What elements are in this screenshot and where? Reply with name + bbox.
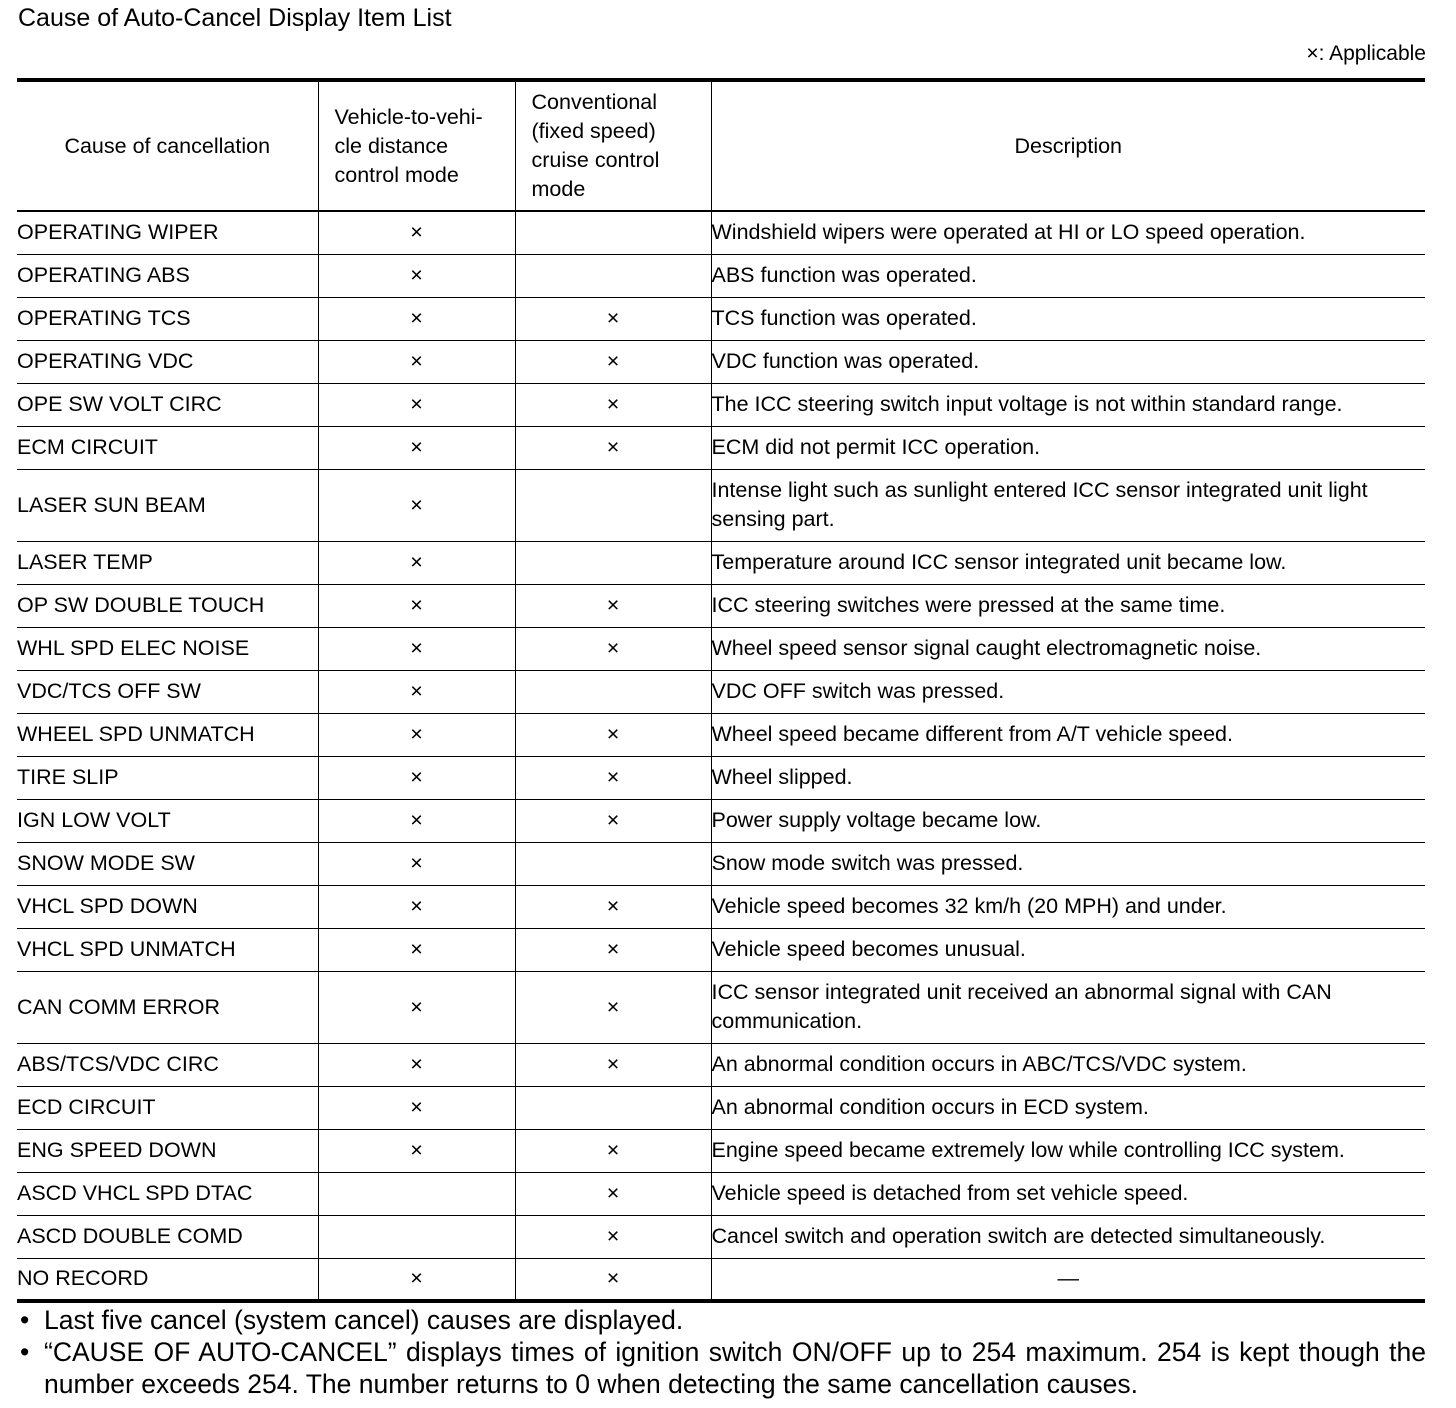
cause-cell: CAN COMM ERROR <box>17 971 318 1043</box>
description-cell: Vehicle speed becomes unusual. <box>711 928 1425 971</box>
table-row <box>17 584 1425 627</box>
table-row <box>17 799 1425 842</box>
header-v2v-mode: Vehicle-to-vehi-cle distance control mode <box>318 80 515 211</box>
cause-cell: LASER SUN BEAM <box>17 469 318 541</box>
description-cell: Vehicle speed becomes 32 km/h (20 MPH) and under. <box>711 885 1425 928</box>
cause-cell: ABS/TCS/VDC CIRC <box>17 1043 318 1086</box>
conventional-mark-cell: × <box>515 971 711 1043</box>
description-cell: Cancel switch and operation switch are detected simultaneously. <box>711 1215 1425 1258</box>
description-cell: VDC function was operated. <box>711 340 1425 383</box>
note-text: “CAUSE OF AUTO-CANCEL” displays times of ignition switch ON/OFF up to 254 maximum. 254 is kept though the number exceeds 254. The number returns to 0 when detecting the same cancellation causes. <box>44 1337 1426 1399</box>
conventional-mark-cell: × <box>515 1172 711 1215</box>
bullet: • <box>20 1337 30 1367</box>
cause-cell: WHL SPD ELEC NOISE <box>17 627 318 670</box>
v2v-mark-cell: × <box>318 713 515 756</box>
conventional-mark-cell: × <box>515 426 711 469</box>
table-row <box>17 842 1425 885</box>
table-row <box>17 971 1425 1043</box>
bullet: • <box>20 1305 30 1335</box>
cause-cell: ENG SPEED DOWN <box>17 1129 318 1172</box>
v2v-mark-cell: × <box>318 842 515 885</box>
v2v-mark-cell: × <box>318 426 515 469</box>
legend: ×: Applicable <box>1306 42 1426 65</box>
table-row <box>17 670 1425 713</box>
cause-cell: VDC/TCS OFF SW <box>17 670 318 713</box>
conventional-mark-cell: × <box>515 1215 711 1258</box>
table-row <box>17 1258 1425 1301</box>
note-text: Last five cancel (system cancel) causes are displayed. <box>44 1305 684 1335</box>
table-row <box>17 1086 1425 1129</box>
conventional-mark-cell <box>515 254 711 297</box>
cause-cell: LASER TEMP <box>17 541 318 584</box>
conventional-mark-cell <box>515 469 711 541</box>
description-cell: Snow mode switch was pressed. <box>711 842 1425 885</box>
description-cell: An abnormal condition occurs in ABC/TCS/VDC system. <box>711 1043 1425 1086</box>
header-cause: Cause of cancellation <box>17 80 318 211</box>
cause-cell: IGN LOW VOLT <box>17 799 318 842</box>
cause-cell: ECD CIRCUIT <box>17 1086 318 1129</box>
table-row <box>17 254 1425 297</box>
conventional-mark-cell: × <box>515 1129 711 1172</box>
note-item <box>20 1304 1426 1336</box>
v2v-mark-cell: × <box>318 211 515 254</box>
conventional-mark-cell: × <box>515 756 711 799</box>
description-cell: Vehicle speed is detached from set vehicle speed. <box>711 1172 1425 1215</box>
cause-cell: OPERATING WIPER <box>17 211 318 254</box>
cause-cell: OPERATING ABS <box>17 254 318 297</box>
conventional-mark-cell: × <box>515 584 711 627</box>
note-item <box>20 1336 1426 1400</box>
conventional-mark-cell: × <box>515 297 711 340</box>
cause-cell: VHCL SPD DOWN <box>17 885 318 928</box>
conventional-mark-cell <box>515 211 711 254</box>
cause-cell: ECM CIRCUIT <box>17 426 318 469</box>
v2v-mark-cell: × <box>318 928 515 971</box>
v2v-mark-cell: × <box>318 1258 515 1301</box>
description-cell: Wheel speed sensor signal caught electromagnetic noise. <box>711 627 1425 670</box>
table-row <box>17 713 1425 756</box>
conventional-mark-cell: × <box>515 1258 711 1301</box>
description-cell: ICC steering switches were pressed at the same time. <box>711 584 1425 627</box>
table-row <box>17 756 1425 799</box>
v2v-mark-cell <box>318 1215 515 1258</box>
description-cell: Wheel speed became different from A/T vehicle speed. <box>711 713 1425 756</box>
cause-cell: VHCL SPD UNMATCH <box>17 928 318 971</box>
auto-cancel-table <box>17 78 1425 1303</box>
table-row <box>17 1129 1425 1172</box>
description-cell: TCS function was operated. <box>711 297 1425 340</box>
v2v-mark-cell: × <box>318 1129 515 1172</box>
conventional-mark-cell <box>515 842 711 885</box>
conventional-mark-cell <box>515 670 711 713</box>
conventional-mark-cell: × <box>515 928 711 971</box>
v2v-mark-cell: × <box>318 1086 515 1129</box>
table-row <box>17 885 1425 928</box>
cause-cell: NO RECORD <box>17 1266 149 1291</box>
v2v-mark-cell: × <box>318 627 515 670</box>
table-row <box>17 426 1425 469</box>
conventional-mark-cell: × <box>515 340 711 383</box>
conventional-mark-cell: × <box>515 1043 711 1086</box>
table-row <box>17 1043 1425 1086</box>
table-row <box>17 340 1425 383</box>
header-description: Description <box>711 80 1425 211</box>
table-header-row <box>17 80 1425 211</box>
description-cell: Temperature around ICC sensor integrated unit became low. <box>711 541 1425 584</box>
conventional-mark-cell: × <box>515 713 711 756</box>
v2v-mark-cell: × <box>318 756 515 799</box>
v2v-mark-cell: × <box>318 670 515 713</box>
header-conventional-mode: Conventional (fixed speed) cruise control mode <box>515 80 711 211</box>
page-title: Cause of Auto-Cancel Display Item List <box>18 4 452 32</box>
cause-cell: OPERATING VDC <box>17 340 318 383</box>
cause-cell: SNOW MODE SW <box>17 842 318 885</box>
v2v-mark-cell: × <box>318 541 515 584</box>
table-row <box>17 1215 1425 1258</box>
description-cell: Windshield wipers were operated at HI or LO speed operation. <box>711 211 1425 254</box>
description-cell: Engine speed became extremely low while controlling ICC system. <box>711 1129 1425 1172</box>
cause-cell: OPE SW VOLT CIRC <box>17 383 318 426</box>
description-cell: VDC OFF switch was pressed. <box>711 670 1425 713</box>
conventional-mark-cell: × <box>515 383 711 426</box>
table-body <box>17 211 1425 1301</box>
conventional-mark-cell: × <box>515 799 711 842</box>
table-row <box>17 928 1425 971</box>
description-cell: Power supply voltage became low. <box>711 799 1425 842</box>
description-cell: Wheel slipped. <box>711 756 1425 799</box>
cause-cell: OP SW DOUBLE TOUCH <box>17 584 318 627</box>
v2v-mark-cell: × <box>318 885 515 928</box>
table-row <box>17 627 1425 670</box>
table-row <box>17 541 1425 584</box>
v2v-mark-cell: × <box>318 383 515 426</box>
v2v-mark-cell: × <box>318 469 515 541</box>
cause-cell: WHEEL SPD UNMATCH <box>17 713 318 756</box>
v2v-mark-cell: × <box>318 584 515 627</box>
table-row <box>17 211 1425 254</box>
description-cell: An abnormal condition occurs in ECD system. <box>711 1086 1425 1129</box>
description-cell: — <box>711 1258 1425 1301</box>
conventional-mark-cell: × <box>515 885 711 928</box>
cause-cell: ASCD VHCL SPD DTAC <box>17 1172 318 1215</box>
v2v-mark-cell: × <box>318 254 515 297</box>
conventional-mark-cell <box>515 541 711 584</box>
table-row <box>17 469 1425 541</box>
table-row <box>17 297 1425 340</box>
v2v-mark-cell: × <box>318 1043 515 1086</box>
table-row <box>17 1172 1425 1215</box>
cause-cell: ASCD DOUBLE COMD <box>17 1215 318 1258</box>
v2v-mark-cell <box>318 1172 515 1215</box>
notes <box>20 1304 1426 1400</box>
conventional-mark-cell: × <box>515 627 711 670</box>
description-cell: ABS function was operated. <box>711 254 1425 297</box>
v2v-mark-cell: × <box>318 971 515 1043</box>
cause-cell: OPERATING TCS <box>17 297 318 340</box>
description-cell: The ICC steering switch input voltage is not within standard range. <box>711 383 1425 426</box>
cause-cell: TIRE SLIP <box>17 756 318 799</box>
description-cell: ICC sensor integrated unit received an abnormal signal with CAN communication. <box>711 971 1425 1043</box>
v2v-mark-cell: × <box>318 297 515 340</box>
v2v-mark-cell: × <box>318 799 515 842</box>
description-cell: Intense light such as sunlight entered ICC sensor integrated unit light sensing part. <box>711 469 1425 541</box>
v2v-mark-cell: × <box>318 340 515 383</box>
conventional-mark-cell <box>515 1086 711 1129</box>
description-cell: ECM did not permit ICC operation. <box>711 426 1425 469</box>
table-row <box>17 383 1425 426</box>
